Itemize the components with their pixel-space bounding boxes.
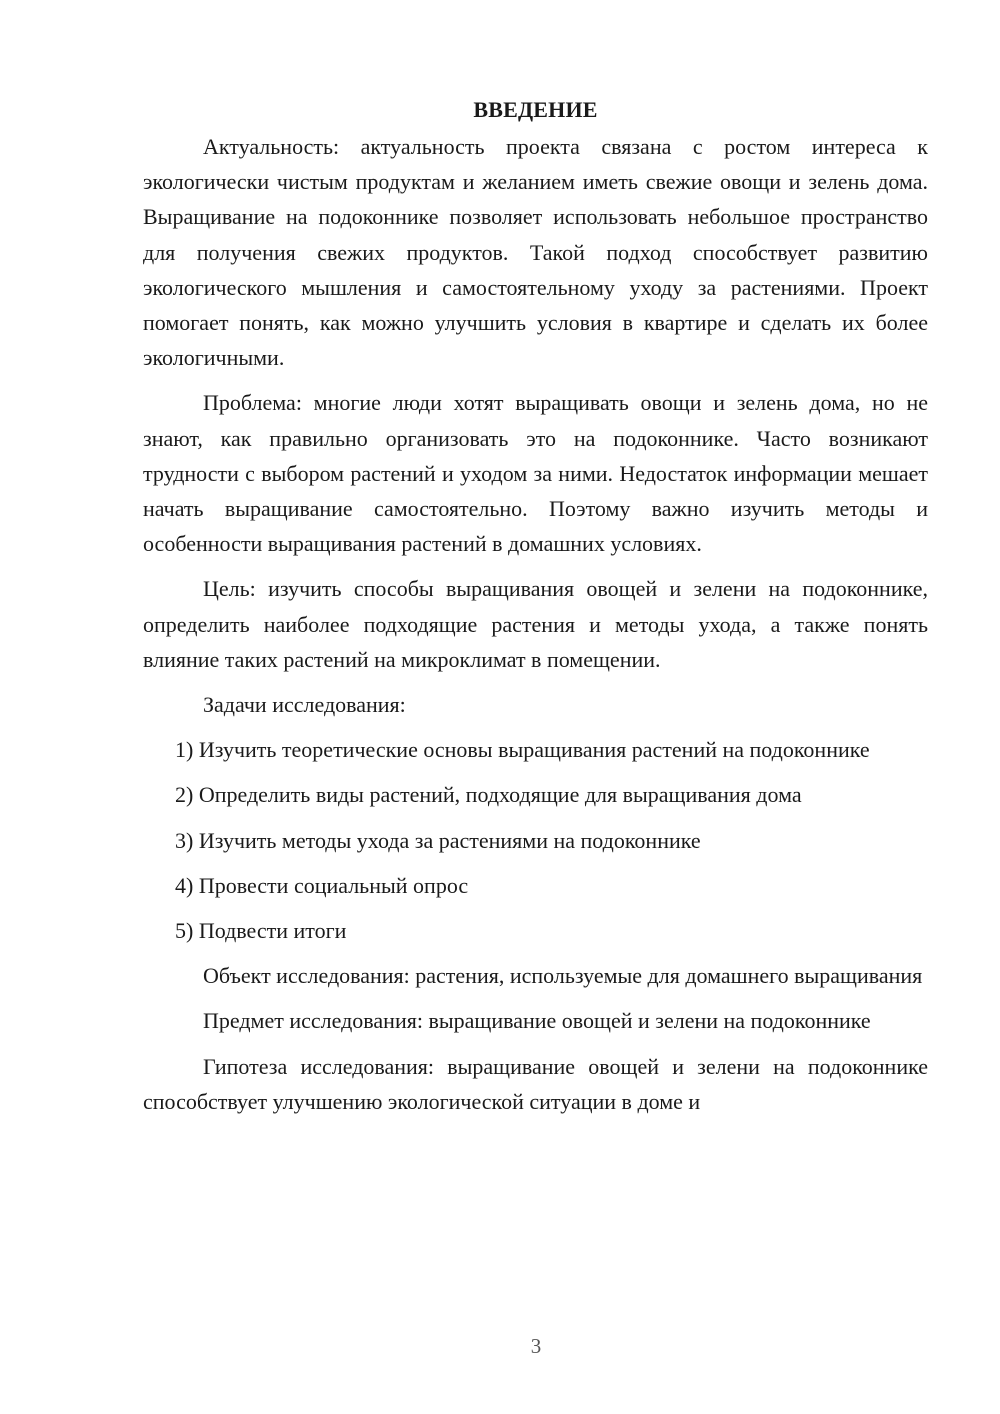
problem-paragraph: Проблема: многие люди хотят выращивать овощи и зелень дома, но не знают, как правильно организовать это на подоконнике. Часто возникают трудности с выбором растений и уходом за ними. Недостаток информации мешает начать выращивание самостоятельно. Поэтому важно изучить методы и особенности выращивания растений в домашних условиях. — [143, 390, 928, 557]
object-paragraph: Объект исследования: растения, используемые для домашнего выращивания — [203, 963, 923, 989]
task-item: 5) Подвести итоги — [175, 918, 347, 944]
task-item: 3) Изучить методы ухода за растениями на подоконнике — [175, 827, 701, 853]
task-item: 2) Определить виды растений, подходящие для выращивания дома — [175, 782, 802, 808]
document-page — [143, 92, 928, 1129]
task-item: 4) Провести социальный опрос — [175, 872, 469, 898]
hypothesis-paragraph: Гипотеза исследования: выращивание овощей и зелени на подоконнике способствует улучшению экологической ситуации в доме и — [143, 1053, 928, 1114]
relevance-paragraph: Актуальность: актуальность проекта связана с ростом интереса к экологически чистым продуктам и желанием иметь свежие овощи и зелень дома. Выращивание на подоконнике позволяет использовать небольшое пространство для получения свежих продуктов. Такой подход способствует развитию экологического мышления и самостоятельному уходу за растениями. Проект помогает понять, как можно улучшить условия в квартире и сделать их более экологичными. — [143, 134, 928, 371]
tasks-heading: Задачи исследования: — [203, 692, 406, 718]
task-item: 1) Изучить теоретические основы выращивания растений на подоконнике — [175, 737, 870, 763]
section-heading: ВВЕДЕНИЕ — [473, 97, 598, 122]
page-number: 3 — [530, 1334, 542, 1358]
goal-paragraph: Цель: изучить способы выращивания овощей и зелени на подоконнике, определить наиболее подходящие растения и методы ухода, а также понять влияние таких растений на микроклимат в помещении. — [143, 576, 928, 672]
subject-paragraph: Предмет исследования: выращивание овощей и зелени на подоконнике — [203, 1008, 871, 1034]
